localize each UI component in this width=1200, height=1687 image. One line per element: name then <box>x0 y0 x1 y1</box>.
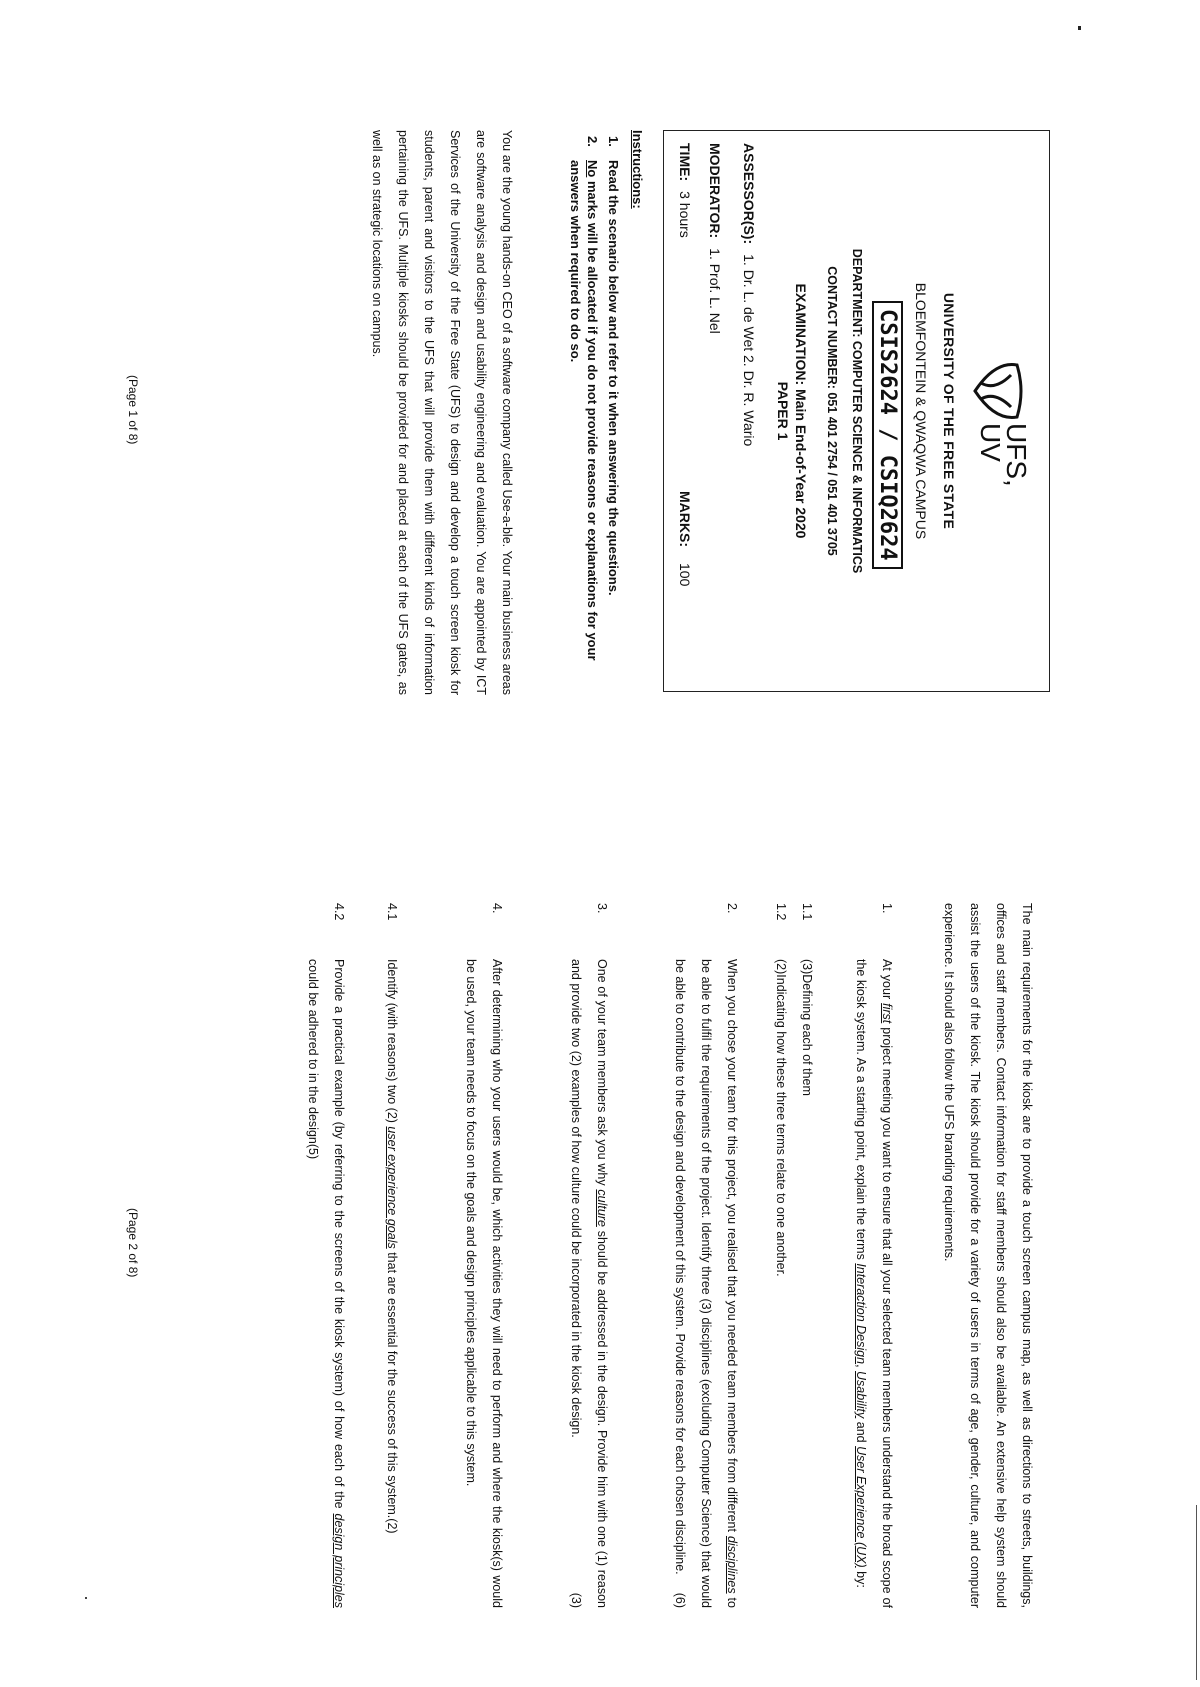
question-text <box>794 959 820 1608</box>
assessors-row <box>741 143 757 446</box>
page-1 <box>0 0 1200 843</box>
contact-number: CONTACT NUMBER: 051 401 2754 / 051 401 3705 <box>825 266 839 556</box>
term: culture <box>595 1189 609 1227</box>
instruction-number: 2. <box>585 136 600 147</box>
text-span: , <box>854 1364 868 1372</box>
course-code: CSIS2624 / CSIQ2624 <box>872 301 903 569</box>
assessors-value: 1. Dr. L. de Wet 2. Dr. R. Wario <box>741 254 757 447</box>
term: user experience goals <box>385 1126 399 1249</box>
logo-text-line2: UV <box>975 423 1006 462</box>
instruction-text: Read the scenario below and refer to it when answering the questions. <box>606 160 621 596</box>
question-number: 4.2 <box>332 903 346 921</box>
page-footer: (Page 1 of 8) <box>126 375 140 445</box>
marks-value: 100 <box>677 563 693 587</box>
marks-value: (3) <box>800 959 814 975</box>
question-4-2 <box>300 903 352 1608</box>
term: design principles <box>332 1513 346 1609</box>
text-span: project meeting you want to ensure that all your selected team members understand the broad scope of the kiosk system. As a starting point, explain the terms <box>854 959 894 1608</box>
question-text <box>379 959 405 1608</box>
moderator-value: 1. Prof. L. Nel <box>707 248 723 334</box>
question-4 <box>458 903 510 1608</box>
term: disciplines <box>725 1535 739 1594</box>
instruction-text <box>567 160 601 690</box>
question-text <box>768 959 794 1608</box>
question-1-1 <box>794 903 820 1608</box>
cover-header-box <box>663 130 1050 692</box>
department: DEPARTMENT: COMPUTER SCIENCE & INFORMATICS <box>850 248 864 574</box>
marks-label: MARKS: <box>677 491 693 547</box>
question-3 <box>563 903 615 1608</box>
text-span: by: <box>854 1567 868 1588</box>
scan-edge-line <box>1196 1505 1197 1680</box>
marks-value: (3) <box>569 1592 583 1608</box>
text-span: and <box>854 1418 868 1447</box>
question-text <box>563 959 615 1608</box>
paper-number: PAPER 1 <box>775 381 791 441</box>
moderator-label: MODERATOR: <box>707 143 723 239</box>
ufs-logo-icon <box>973 361 1025 421</box>
instructions-title: Instructions: <box>630 130 645 209</box>
text-span: that are essential for the success of this system. <box>385 1248 399 1519</box>
requirements-paragraph: The main requirements for the kiosk are to provide a touch screen campus map, as well as directions to streets, buildings, offices and staff members. Contact information for staff members should also be available. An extensive help system should assist the users of the kiosk. The kiosk should provide for a variety of users in terms of age, gender, culture, and computer experience. It should also follow the UFS branding requirements. <box>942 903 1034 1608</box>
question-number: 1.2 <box>774 903 788 921</box>
question-text: After determining who your users would be, which activities they will need to perform and where the kiosk(s) would be used, your team needs to focus on the goals and design principles applicable to this system. <box>464 959 504 1608</box>
text-span: When you chose your team for this project, you realised that you needed team members from different <box>725 959 739 1536</box>
question-4-1 <box>379 903 405 1608</box>
marks-value: (2) <box>385 1518 399 1534</box>
text-span: to be able to fulfil the requirements of the project. Identify three (3) disciplines (excluding Computer Science) that would be able to contribute to the design and development of this system. Provide reasons for each chosen discipline. <box>673 959 739 1608</box>
ufs-logo-text <box>975 423 1032 487</box>
campus-name: BLOEMFONTEIN & QWAQWA CAMPUS <box>913 282 929 540</box>
time-label: TIME: <box>677 143 693 182</box>
logo-text-line1: UFS, <box>1001 423 1032 487</box>
term: Usability <box>854 1371 868 1419</box>
question-text <box>667 959 745 1608</box>
question-1-2 <box>768 903 794 1608</box>
text-span: One of your team members ask you why <box>595 959 609 1190</box>
question-2 <box>667 903 745 1608</box>
question-text <box>300 959 352 1608</box>
university-name: UNIVERSITY OF THE FREE STATE <box>941 292 957 530</box>
marks-row <box>677 491 693 586</box>
text-span: At your <box>880 959 894 1004</box>
term: Interaction Design <box>854 1263 868 1365</box>
question-number: 4.1 <box>385 903 399 921</box>
ufs-logo <box>969 361 1032 487</box>
instruction-number: 1. <box>606 136 621 147</box>
term: User Experience (UX) <box>854 1446 868 1568</box>
time-row <box>677 143 693 238</box>
marks-value: (2) <box>774 959 788 975</box>
marks-value: (5) <box>306 1143 320 1160</box>
page-2 <box>0 843 1200 1687</box>
assessors-label: ASSESSOR(S): <box>741 143 757 245</box>
scenario-paragraph: You are the young hands-on CEO of a software company called Use-a-ble. Your main business areas are software analysis and design and usability engineering and evaluation. You are appointed by ICT Services of the University of the Free State (UFS) to design and develop a touch screen kiosk for students, parent and visitors to the UFS that will provide them with different kinds of information pertaining the UFS. Multiple kiosks should be provided for and placed at each of the UFS gates, as well as on strategic locations on campus. <box>370 130 514 695</box>
text-span: Indicating how these three terms relate to one another. <box>774 974 788 1277</box>
instructions-list <box>563 130 622 690</box>
instruction-item <box>567 130 601 690</box>
examination: EXAMINATION: Main End-of-Year 2020 <box>793 283 809 539</box>
time-value: 3 hours <box>677 191 693 238</box>
marks-value: (6) <box>673 1592 687 1608</box>
emphasis: first <box>880 1003 894 1024</box>
scan-artifact <box>1078 26 1081 30</box>
text-span: should be addressed in the design. Provide him with one (1) reason and provide two (2) examples of how culture could be incorporated in the kiosk design. <box>569 959 609 1608</box>
question-number: 3. <box>595 903 609 914</box>
page-footer: (Page 2 of 8) <box>126 1208 140 1278</box>
question-number: 2. <box>725 903 739 914</box>
moderator-row <box>707 143 723 334</box>
text-span: Provide a practical example (by referring to the screens of the kiosk system) of how each of the <box>332 959 346 1514</box>
instruction-rest: marks will be allocated if you do not provide reasons or explanations for your answers when required to do so. <box>568 160 600 661</box>
text-span: could be adhered to in the design <box>306 959 320 1144</box>
question-1 <box>848 903 900 1608</box>
instruction-emphasis: No <box>585 160 600 178</box>
question-number: 1.1 <box>800 903 814 921</box>
text-span: Defining each of them <box>800 974 814 1096</box>
instruction-item <box>605 130 622 690</box>
question-text <box>848 959 900 1608</box>
question-number: 4. <box>490 903 504 914</box>
text-span: Identify (with reasons) two (2) <box>385 959 399 1127</box>
scan-artifact <box>85 1597 87 1599</box>
question-number: 1. <box>880 903 894 914</box>
